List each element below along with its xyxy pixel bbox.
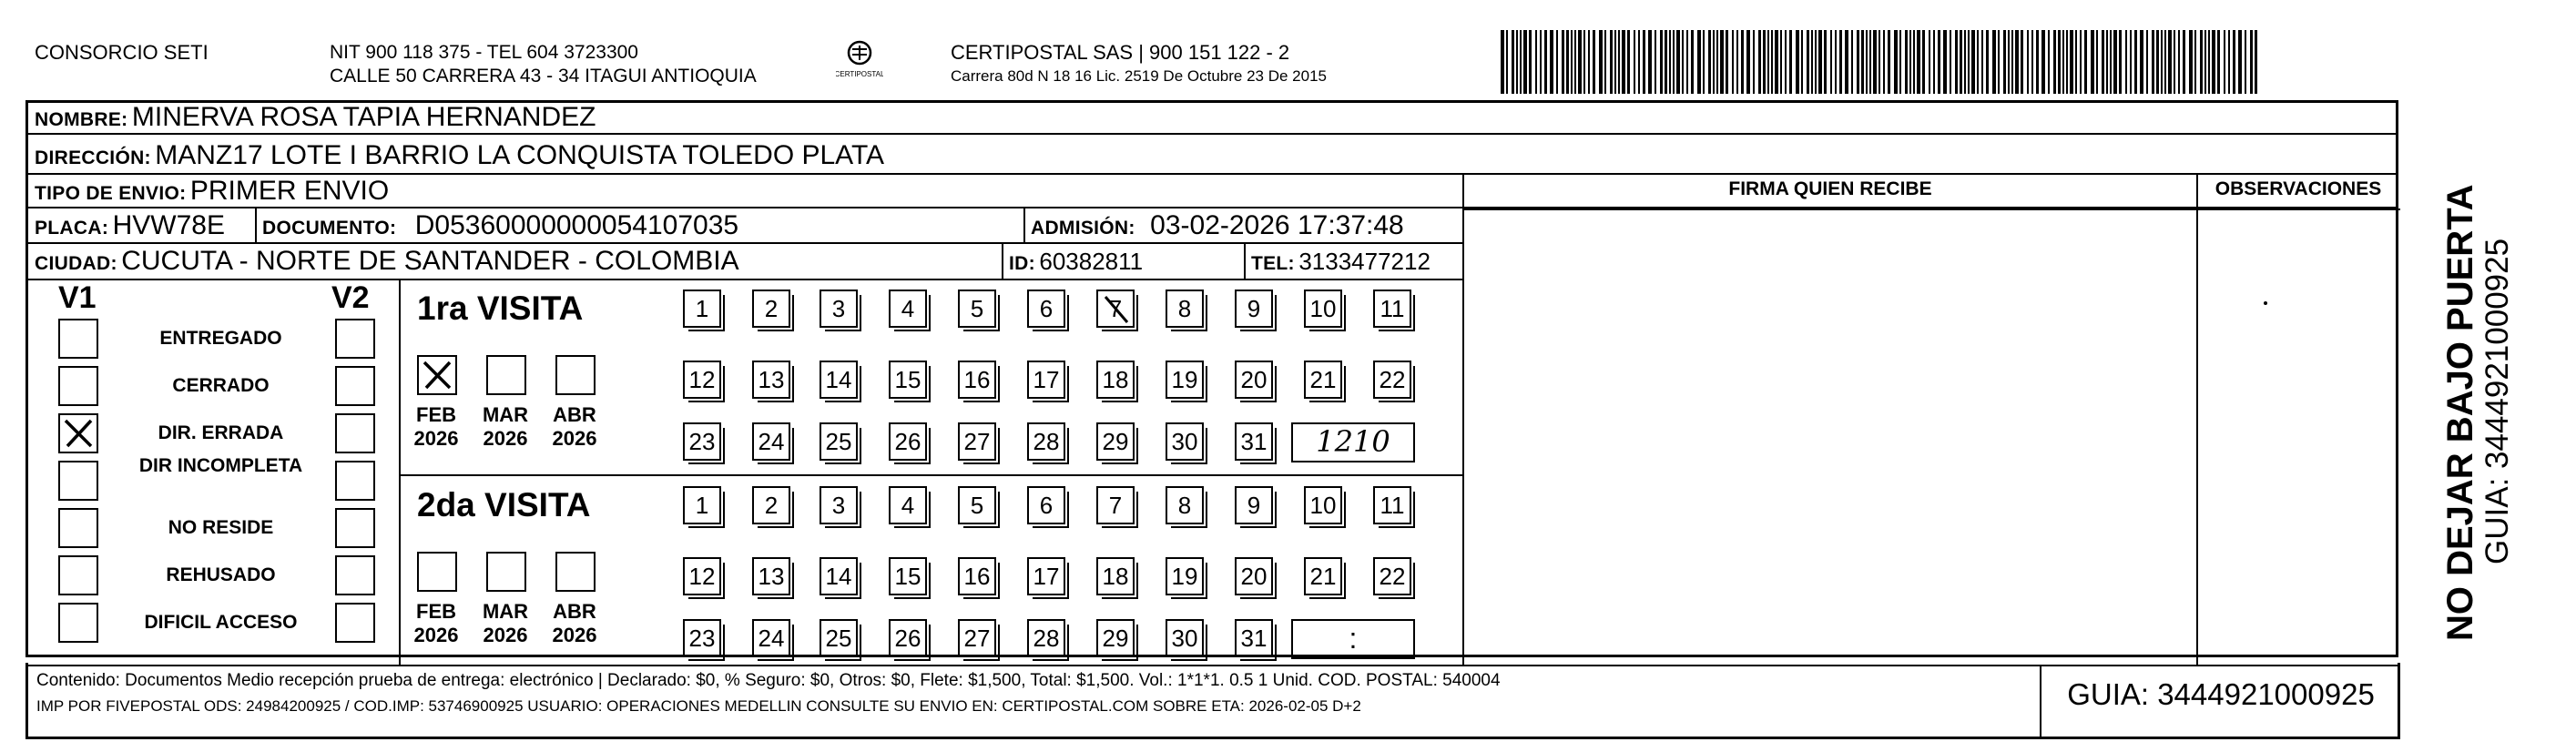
day-box-31[interactable]: 31	[1235, 422, 1273, 461]
v1-checkbox-3[interactable]	[58, 461, 98, 501]
day-box-26[interactable]: 26	[889, 422, 927, 461]
side-notice: NO DEJAR BAJO PUERTA	[2440, 184, 2480, 641]
admission-value: 03-02-2026 17:37:48	[1150, 210, 1404, 240]
v1-label: V1	[58, 280, 97, 315]
month-label: MAR	[482, 403, 529, 426]
plate-label: PLACA:	[35, 218, 109, 239]
id-field	[1009, 244, 1143, 283]
x-mark-icon	[419, 357, 455, 393]
day-box-24[interactable]: 24	[752, 619, 790, 657]
footer-guia: GUIA: 3444921000925	[2067, 677, 2375, 711]
day-box-28[interactable]: 28	[1027, 619, 1065, 657]
day-box-26[interactable]: 26	[889, 619, 927, 657]
signature-area[interactable]	[1464, 211, 2196, 663]
day-box-1[interactable]: 1	[683, 486, 721, 524]
day-box-6[interactable]: 6	[1027, 290, 1065, 328]
footer-content: Contenido: Documentos Medio recepción prueba de entrega: electrónico | Declarado: $0, % Seguro: $0, Otros: $0, Flete: $1,500, Total: $1,500. Vol.: 1*1*1. 0.5 1 Unid. COD. POSTAL: 540004	[36, 671, 1501, 690]
v1-checkbox-4[interactable]	[58, 508, 98, 548]
svg-text:CERTIPOSTAL: CERTIPOSTAL	[836, 70, 883, 78]
admission-field	[1031, 208, 1404, 248]
reason-label: NO RESIDE	[168, 517, 274, 538]
recipient-name: MINERVA ROSA TAPIA HERNANDEZ	[131, 102, 596, 132]
id-value: 60382811	[1039, 248, 1144, 275]
day-box-22[interactable]: 22	[1373, 361, 1411, 399]
id-label: ID:	[1009, 253, 1035, 274]
day-box-1[interactable]: 1	[683, 290, 721, 328]
day-box-27[interactable]: 27	[958, 422, 996, 461]
day-box-3[interactable]: 3	[820, 290, 858, 328]
day-box-4[interactable]: 4	[889, 290, 927, 328]
company-info-line1: NIT 900 118 375 - TEL 604 3723300	[330, 42, 638, 63]
day-box-25[interactable]: 25	[820, 619, 858, 657]
day-box-11[interactable]: 11	[1373, 290, 1411, 328]
year-label: 2026	[552, 427, 597, 450]
reason-label: CERRADO	[172, 375, 270, 396]
day-box-12[interactable]: 12	[683, 557, 721, 595]
name-row	[35, 100, 596, 139]
day-box-29[interactable]: 29	[1096, 422, 1135, 461]
day-box-17[interactable]: 17	[1027, 557, 1065, 595]
ship-type: PRIMER ENVIO	[189, 176, 390, 206]
day-box-2[interactable]: 2	[752, 486, 790, 524]
v2-checkbox-3[interactable]	[335, 461, 375, 501]
x-mark-icon	[60, 415, 97, 452]
ship-type-label: TIPO DE ENVIO:	[35, 183, 187, 204]
company-name: CONSORCIO SETI	[35, 41, 209, 64]
v1-checkbox-5[interactable]	[58, 555, 98, 595]
v2-checkbox-6[interactable]	[335, 603, 375, 643]
day-box-18[interactable]: 18	[1096, 361, 1135, 399]
city-value: CUCUTA - NORTE DE SANTANDER - COLOMBIA	[121, 246, 739, 276]
v1-checkbox-2[interactable]	[58, 413, 98, 453]
day-box-11[interactable]: 11	[1373, 486, 1411, 524]
day-box-10[interactable]: 10	[1304, 486, 1342, 524]
reason-label: ENTREGADO	[159, 328, 282, 349]
day-box-16[interactable]: 16	[958, 557, 996, 595]
year-label: 2026	[483, 624, 528, 646]
recipient-address: MANZ17 LOTE I BARRIO LA CONQUISTA TOLEDO PLATA	[155, 140, 885, 170]
admission-label: ADMISIÓN:	[1031, 218, 1135, 239]
day-box-8[interactable]: 8	[1166, 486, 1204, 524]
day-box-6[interactable]: 6	[1027, 486, 1065, 524]
day-box-9[interactable]: 9	[1235, 486, 1273, 524]
address-label: DIRECCIÓN:	[35, 147, 151, 168]
month-checkbox[interactable]	[417, 355, 457, 395]
day-box-25[interactable]: 25	[820, 422, 858, 461]
day-box-17[interactable]: 17	[1027, 361, 1065, 399]
v2-label: V2	[331, 280, 370, 315]
visit-title: 2da VISITA	[417, 486, 591, 523]
v2-checkbox-4[interactable]	[335, 508, 375, 548]
v2-checkbox-5[interactable]	[335, 555, 375, 595]
city-label: CIUDAD:	[35, 253, 117, 274]
month-checkbox[interactable]	[555, 355, 596, 395]
day-box-21[interactable]: 21	[1304, 557, 1342, 595]
address-row	[35, 138, 884, 178]
plate-value: HVW78E	[112, 210, 225, 240]
month-label: FEB	[416, 600, 456, 623]
day-box-13[interactable]: 13	[752, 361, 790, 399]
year-label: 2026	[483, 427, 528, 450]
day-box-14[interactable]: 14	[820, 361, 858, 399]
day-box-15[interactable]: 15	[889, 361, 927, 399]
day-box-19[interactable]: 19	[1166, 361, 1204, 399]
day-box-13[interactable]: 13	[752, 557, 790, 595]
document-value: D05360000000054107035	[414, 210, 739, 240]
pen-slash-icon	[1098, 291, 1135, 328]
time-box[interactable]: 1210	[1291, 422, 1415, 462]
month-label: FEB	[416, 403, 456, 426]
document-field	[262, 208, 738, 248]
day-box-15[interactable]: 15	[889, 557, 927, 595]
day-box-30[interactable]: 30	[1166, 422, 1204, 461]
city-field	[35, 244, 739, 283]
day-box-5[interactable]: 5	[958, 486, 996, 524]
day-box-27[interactable]: 27	[958, 619, 996, 657]
carrier-info-line1: CERTIPOSTAL SAS | 900 151 122 - 2	[951, 41, 1290, 64]
visit-title: 1ra VISITA	[417, 290, 584, 327]
day-box-29[interactable]: 29	[1096, 619, 1135, 657]
ink-dot	[2264, 301, 2267, 305]
day-box-14[interactable]: 14	[820, 557, 858, 595]
v2-checkbox-0[interactable]	[335, 319, 375, 359]
day-box-20[interactable]: 20	[1235, 557, 1273, 595]
month-checkbox[interactable]	[555, 552, 596, 592]
day-box-9[interactable]: 9	[1235, 290, 1273, 328]
day-box-7[interactable]: 7	[1096, 486, 1135, 524]
plate-field	[35, 208, 225, 248]
day-box-5[interactable]: 5	[958, 290, 996, 328]
day-box-8[interactable]: 8	[1166, 290, 1204, 328]
month-label: ABR	[553, 403, 596, 426]
year-label: 2026	[413, 427, 459, 450]
month-checkbox[interactable]	[486, 355, 526, 395]
ship-type-row	[35, 174, 389, 213]
day-box-3[interactable]: 3	[820, 486, 858, 524]
company-info-line2: CALLE 50 CARRERA 43 - 34 ITAGUI ANTIOQUIA	[330, 66, 757, 86]
carrier-info-line2: Carrera 80d N 18 16 Lic. 2519 De Octubre 23 De 2015	[951, 67, 1327, 85]
day-box-4[interactable]: 4	[889, 486, 927, 524]
side-guia: GUIA: 3444921000925	[2479, 238, 2515, 564]
day-box-7[interactable]: 7	[1096, 290, 1135, 328]
signature-header: FIRMA QUIEN RECIBE	[1728, 178, 1932, 199]
day-box-21[interactable]: 21	[1304, 361, 1342, 399]
barcode-bars	[1501, 30, 2258, 94]
reason-label: DIR. ERRADA	[158, 422, 284, 443]
day-box-18[interactable]: 18	[1096, 557, 1135, 595]
v1-checkbox-1[interactable]	[58, 366, 98, 406]
footer-print-info: IMP POR FIVEPOSTAL ODS: 24984200925 / COD.IMP: 53746900925 USUARIO: OPERACIONES MEDELLIN CONSULTE SU ENVIO EN: CERTIPOSTAL.COM SOBRE ETA: 2026-02-05 D+2	[36, 697, 1361, 715]
month-checkbox[interactable]	[417, 552, 457, 592]
observations-area[interactable]	[2198, 211, 2398, 663]
tel-value: 3133477212	[1298, 248, 1431, 275]
day-box-23[interactable]: 23	[683, 619, 721, 657]
day-box-10[interactable]: 10	[1304, 290, 1342, 328]
v2-checkbox-1[interactable]	[335, 366, 375, 406]
barcode	[1501, 30, 2258, 94]
tel-field	[1251, 244, 1431, 283]
reason-label: DIFICIL ACCESO	[144, 612, 298, 633]
v2-checkbox-2[interactable]	[335, 413, 375, 453]
year-label: 2026	[552, 624, 597, 646]
day-box-19[interactable]: 19	[1166, 557, 1204, 595]
month-checkbox[interactable]	[486, 552, 526, 592]
month-label: ABR	[553, 600, 596, 623]
day-box-22[interactable]: 22	[1373, 557, 1411, 595]
certipostal-logo	[836, 36, 883, 84]
day-box-16[interactable]: 16	[958, 361, 996, 399]
reason-label: REHUSADO	[166, 564, 276, 585]
reason-label: DIR INCOMPLETA	[138, 455, 303, 476]
name-label: NOMBRE:	[35, 109, 128, 130]
day-box-28[interactable]: 28	[1027, 422, 1065, 461]
day-box-31[interactable]: 31	[1235, 619, 1273, 657]
day-box-2[interactable]: 2	[752, 290, 790, 328]
day-box-24[interactable]: 24	[752, 422, 790, 461]
observations-header: OBSERVACIONES	[2215, 178, 2382, 199]
day-box-23[interactable]: 23	[683, 422, 721, 461]
day-box-30[interactable]: 30	[1166, 619, 1204, 657]
time-box[interactable]: :	[1291, 619, 1415, 659]
v1-checkbox-6[interactable]	[58, 603, 98, 643]
day-box-12[interactable]: 12	[683, 361, 721, 399]
v1-checkbox-0[interactable]	[58, 319, 98, 359]
month-label: MAR	[482, 600, 529, 623]
tel-label: TEL:	[1251, 253, 1295, 274]
day-box-20[interactable]: 20	[1235, 361, 1273, 399]
document-label: DOCUMENTO:	[262, 218, 397, 239]
year-label: 2026	[413, 624, 459, 646]
